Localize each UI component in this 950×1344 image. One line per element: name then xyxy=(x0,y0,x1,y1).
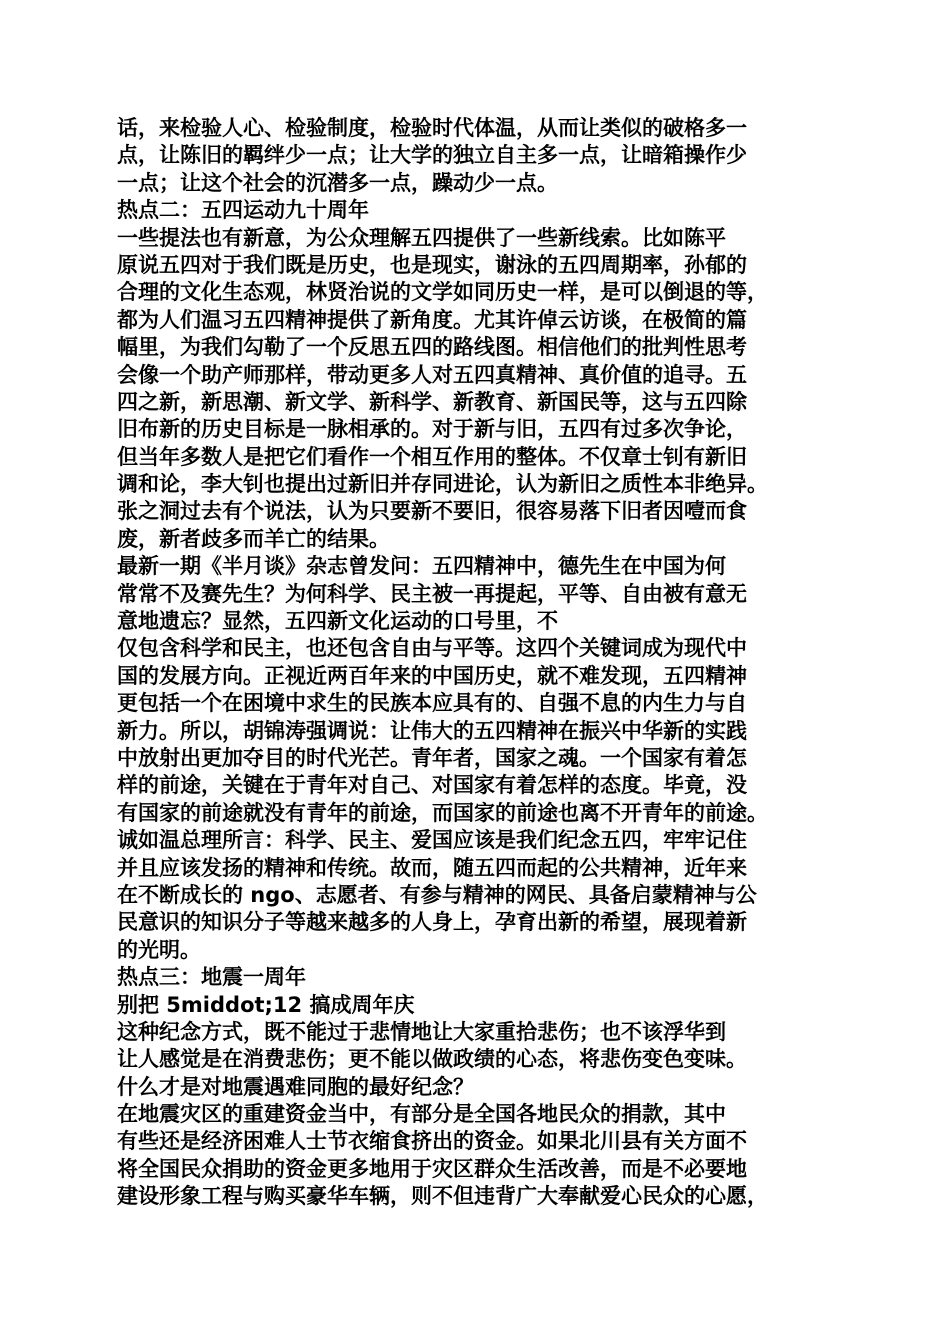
text-line: 的光明。 xyxy=(117,937,201,962)
text-line: 这种纪念方式，既不能过于悲情地让大家重拾悲伤；也不该浮华到 xyxy=(117,1019,726,1044)
text-line: 中放射出更加夺目的时代光芒。青年者，国家之魂。一个国家有着怎 xyxy=(117,745,747,770)
text-line: 建设形象工程与购买豪华车辆，则不但违背广大奉献爱心民众的心愿， xyxy=(117,1184,768,1209)
text-line: 一些提法也有新意，为公众理解五四提供了一些新线索。比如陈平 xyxy=(117,225,726,250)
text-line: 四之新，新思潮、新文学、新科学、新教育、新国民等，这与五四除 xyxy=(117,389,747,414)
text-line: 幅里，为我们勾勒了一个反思五四的路线图。相信他们的批判性思考 xyxy=(117,335,747,360)
text-line: 合理的文化生态观，林贤治说的文学如同历史一样，是可以倒退的等， xyxy=(117,280,768,305)
text-line: 什么才是对地震遇难同胞的最好纪念？ xyxy=(117,1074,474,1099)
text-line: 会像一个助产师那样，带动更多人对五四真精神、真价值的追寻。五 xyxy=(117,362,747,387)
text-line: 旧布新的历史目标是一脉相承的。对于新与旧，五四有过多次争论， xyxy=(117,417,747,442)
text-line: 仅包含科学和民主，也还包含自由与平等。这四个关键词成为现代中 xyxy=(117,636,747,661)
text-line: 张之洞过去有个说法，认为只要新不要旧，很容易落下旧者因噎而食 xyxy=(117,499,747,524)
text-line: 一点；让这个社会的沉潜多一点，躁动少一点。 xyxy=(117,170,558,195)
text-line: 调和论，李大钊也提出过新旧并存同进论，认为新旧之质性本非绝异。 xyxy=(117,472,768,497)
text-line: 都为人们温习五四精神提供了新角度。尤其许倬云访谈，在极简的篇 xyxy=(117,307,747,332)
text-line: 将全国民众捐助的资金更多地用于灾区群众生活改善，而是不必要地 xyxy=(117,1156,747,1181)
text-line: 别把 5middot;12 搞成周年庆 xyxy=(117,992,415,1017)
text-line: 样的前途，关键在于青年对自己、对国家有着怎样的态度。毕竟，没 xyxy=(117,773,747,798)
text-line: 在不断成长的 ngo、志愿者、有参与精神的网民、具备启蒙精神与公 xyxy=(117,882,757,907)
text-line: 热点三：地震一周年 xyxy=(117,965,306,990)
text-line: 话，来检验人心、检验制度，检验时代体温，从而让类似的破格多一 xyxy=(117,116,747,140)
text-line: 更包括一个在困境中求生的民族本应具有的、自强不息的内生力与自 xyxy=(117,691,747,716)
text-line: 新力。所以，胡锦涛强调说：让伟大的五四精神在振兴中华新的实践 xyxy=(117,718,747,743)
document-body xyxy=(117,115,857,1211)
text-line: 常常不及赛先生？为何科学、民主被一再提起，平等、自由被有意无 xyxy=(117,581,747,606)
text-line: 意地遗忘？显然，五四新文化运动的口号里，不 xyxy=(117,609,558,634)
text-line: 诚如温总理所言：科学、民主、爱国应该是我们纪念五四，牢牢记住 xyxy=(117,828,747,853)
text-line: 国的发展方向。正视近两百年来的中国历史，就不难发现，五四精神 xyxy=(117,663,747,688)
text-line: 让人感觉是在消费悲伤；更不能以做政绩的心态，将悲伤变色变味。 xyxy=(117,1047,747,1072)
text-line: 但当年多数人是把它们看作一个相互作用的整体。不仅章士钊有新旧 xyxy=(117,444,747,469)
text-line: 有国家的前途就没有青年的前途，而国家的前途也离不开青年的前途。 xyxy=(117,800,768,825)
text-line: 点，让陈旧的羁绊少一点；让大学的独立自主多一点，让暗箱操作少 xyxy=(117,143,747,168)
text-line: 在地震灾区的重建资金当中，有部分是全国各地民众的捐款，其中 xyxy=(117,1102,726,1127)
text-line: 原说五四对于我们既是历史，也是现实，谢泳的五四周期率，孙郁的 xyxy=(117,252,747,277)
text-line: 废，新者歧多而羊亡的结果。 xyxy=(117,526,390,551)
text-line: 并且应该发扬的精神和传统。故而，随五四而起的公共精神，近年来 xyxy=(117,855,747,880)
text-line: 有些还是经济困难人士节衣缩食挤出的资金。如果北川县有关方面不 xyxy=(117,1129,747,1154)
text-line: 热点二：五四运动九十周年 xyxy=(117,198,369,223)
text-line: 最新一期《半月谈》杂志曾发问：五四精神中，德先生在中国为何 xyxy=(117,554,726,579)
text-line: 民意识的知识分子等越来越多的人身上，孕育出新的希望，展现着新 xyxy=(117,910,747,935)
